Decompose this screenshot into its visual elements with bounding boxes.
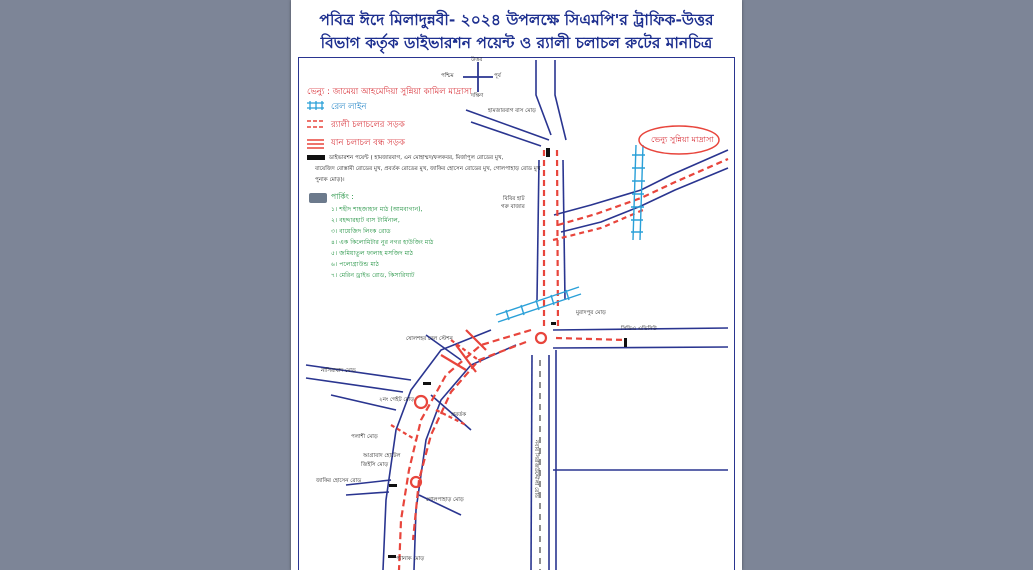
diversion-east — [551, 322, 556, 325]
place-nasirabad: নাসিরাবাদ মোড় — [321, 368, 356, 374]
place-bibirhat-2: গরু বাজার — [501, 204, 525, 210]
legend-rail: রেল লাইন — [331, 102, 367, 112]
legend-closed-road: যান চলাচল বন্ধ সড়ক — [331, 138, 405, 148]
legend-closed-icon — [307, 140, 324, 148]
road-north-right — [555, 60, 566, 140]
diversion-gec — [389, 484, 397, 487]
parking-item: ৭। মেরিন ড্রাইভ রোড, কিসারিঘাট — [331, 272, 415, 279]
parking-item: ৫। জমিয়াতুল ফালাহ মসজিদ মাঠ — [331, 250, 414, 257]
place-muradpur: মুরাদপুর মোড় — [576, 310, 606, 316]
legend-diversion-1: ডাইভারশন পয়েন্ট ( হামজারবাগ, এন মোহাম্মদ/ফলকবর, মির্জাপুল রোডের মুখ, — [329, 155, 504, 161]
place-gec: জিইসি মোড় — [361, 462, 389, 468]
venue-label: ভেন্যু সুন্নিয়া মাদ্রাসা — [651, 135, 714, 144]
road-sw-right — [414, 345, 516, 570]
parking-item: ৪। এক কিলোমিটার নুর নগর হাউজিং মাঠ — [331, 239, 434, 246]
legend-venue: ভেন্যু : জামেয়া আহমেদিয়া সুন্নিয়া কামিল মাদ্রাসা — [307, 87, 472, 97]
map-title-line1: পবিত্র ঈদে মিলাদুন্নবী- ২০২৪ উপলক্ষে সিএমপি'র ট্রাফিক-উত্তর — [319, 11, 714, 29]
compass-north: উত্তর — [471, 57, 483, 63]
parking-item: ২। বহদ্দারহাট বাস টার্মিনাল, — [331, 217, 400, 224]
parking-title: পার্কিং : — [331, 192, 354, 201]
place-zakir: জাকির হোসেন রোড — [316, 478, 362, 484]
map-title-line2: বিভাগ কর্তৃক ডাইভারশন পয়েন্ট ও র‌্যালী চলাচল রুটের মানচিত্র — [320, 34, 713, 52]
parking-item: ৩। বায়েজিদ লিংক রোড — [331, 228, 391, 235]
parking-item: ৬। পলোগ্রাউন্ড মাঠ — [331, 261, 379, 268]
place-probortak: প্রবর্তক — [451, 412, 467, 418]
road-muradpur-east-bottom — [553, 347, 728, 348]
place-sholoshahar: ষোলশহর রেল স্টেশন — [406, 336, 453, 342]
diversion-nasirabad — [423, 382, 431, 385]
legend-rally-icon — [307, 121, 324, 127]
road-north — [536, 60, 551, 135]
place-bibirhat: বিবির হাট — [503, 196, 525, 202]
road-east-bottom — [561, 168, 728, 232]
place-two-gate: ২নং গেইট মোড় — [379, 397, 415, 403]
rally-sw-2 — [413, 342, 526, 540]
legend-bus-icon — [309, 193, 327, 203]
place-golpahar: গোলপাহাড় মোড় — [426, 497, 464, 503]
rail-north-2 — [640, 145, 643, 240]
legend-diversion-3: পুনাক মোড়)। — [315, 177, 345, 183]
roundabout-muradpur — [536, 333, 546, 343]
legend-diversion-icon — [307, 155, 325, 160]
diversion-muradpur-e — [624, 338, 627, 347]
map-sheet — [291, 0, 742, 570]
place-prince: প্যানাক মোড় — [396, 556, 425, 562]
compass-west: পশ্চিম — [441, 73, 454, 79]
parking-item: ১। শহীদ শাহজাহান মাঠ (আমবাগান), — [331, 206, 423, 213]
road-gec-w2 — [346, 492, 389, 495]
rally-muradpur-e — [556, 338, 626, 340]
legend-rail-icon — [307, 101, 324, 110]
diversion-south — [388, 555, 396, 558]
road-central-right — [563, 160, 565, 300]
place-polashi: পলাশী মোড় — [351, 434, 378, 440]
place-nabab: নবাব সিরাজউদ্দৌলা রোড — [533, 440, 539, 498]
place-hamjarbag: হামজারবাগ বাস মোড় — [488, 108, 536, 114]
compass-south: দক্ষিণ — [471, 93, 484, 99]
road-central-left — [537, 160, 539, 300]
road-nasirabad-2 — [306, 378, 403, 392]
legend-rally-road: র‌্যালী চলাচলের সড়ক — [331, 120, 405, 130]
roundabout-two-gate — [415, 396, 427, 408]
rally-east-2 — [553, 210, 643, 240]
rally-sw — [399, 330, 531, 570]
rally-east — [558, 159, 728, 225]
diversion-north — [546, 148, 550, 157]
compass-east: পূর্ব — [494, 73, 501, 79]
legend-diversion-2: বায়েজিদ বোস্তামী রোডের মুখ, প্রবর্তক রোডের মুখ, জাকির হোসেন রোডের মুখ, গোলপাহাড় রোড মুখ — [315, 166, 541, 172]
legend-symbols — [307, 101, 327, 203]
place-hotel: আগ্রাবাদ হোটেল — [363, 453, 401, 459]
place-cda: সিডিএ এভিনিউ — [621, 326, 657, 332]
